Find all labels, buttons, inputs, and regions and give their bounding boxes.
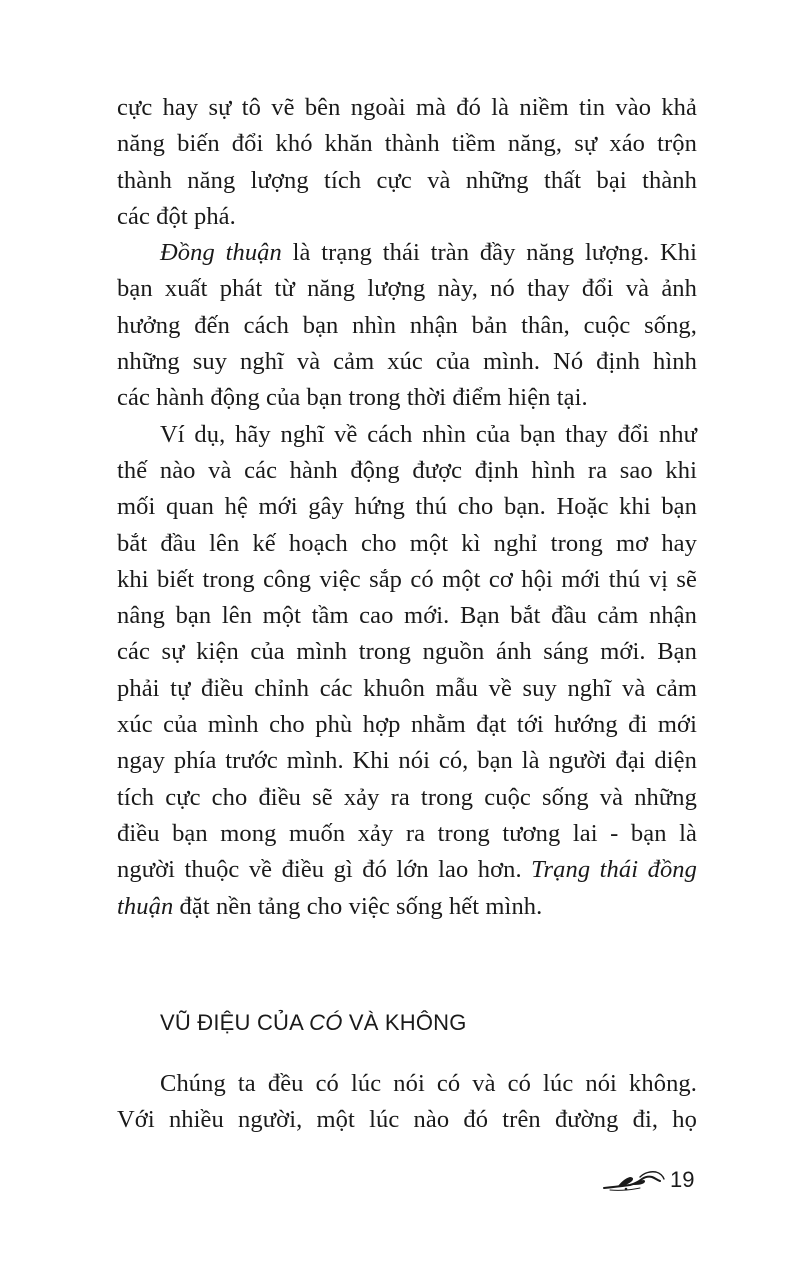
- page-footer: [600, 1166, 710, 1196]
- section-heading: [160, 1010, 467, 1036]
- heading-part: VŨ ĐIỆU CỦA: [160, 1010, 310, 1035]
- page-number: 19: [670, 1167, 695, 1192]
- emphasis-term: thuận: [117, 892, 174, 920]
- text-line: bắt đầu lên kế hoạch cho một kì nghỉ trong mơ hay: [117, 529, 697, 557]
- body-text-bottom: [117, 1066, 697, 1139]
- text-line: các sự kiện của mình trong nguồn ánh sáng mới. Bạn: [117, 638, 697, 666]
- text-line: [117, 235, 697, 271]
- text-line: năng biến đổi khó khăn thành tiềm năng, sự xáo trộn: [117, 130, 697, 158]
- text-run: người thuộc về điều gì đó lớn lao hơn.: [117, 856, 532, 884]
- text-line: Ví dụ, hãy nghĩ về cách nhìn của bạn thay đổi như: [160, 420, 697, 448]
- brush-ornament-icon: [600, 1168, 668, 1194]
- text-line: các đột phá.: [117, 202, 236, 230]
- text-line: [117, 889, 697, 925]
- text-line: thế nào và các hành động được định hình ra sao khi: [117, 456, 697, 484]
- text-run: là trạng thái tràn đầy năng lượng. Khi: [281, 239, 697, 267]
- text-line: khi biết trong công việc sắp có một cơ hội mới thú vị sẽ: [117, 565, 697, 593]
- body-text-top: [117, 90, 697, 925]
- text-line: những suy nghĩ và cảm xúc của mình. Nó định hình: [117, 348, 697, 376]
- emphasis-term: Đồng thuận: [160, 239, 282, 267]
- text-line: ngay phía trước mình. Khi nói có, bạn là người đại diện: [117, 747, 697, 775]
- text-line: thành năng lượng tích cực và những thất bại thành: [117, 166, 697, 194]
- text-line: mối quan hệ mới gây hứng thú cho bạn. Hoặc khi bạn: [117, 493, 697, 521]
- text-line: hưởng đến cách bạn nhìn nhận bản thân, cuộc sống,: [117, 311, 697, 339]
- text-line: bạn xuất phát từ năng lượng này, nó thay đổi và ảnh: [117, 275, 697, 303]
- text-line: [117, 852, 697, 888]
- text-line: điều bạn mong muốn xảy ra trong tương lai - bạn là: [117, 819, 697, 847]
- text-line: cực hay sự tô vẽ bên ngoài mà đó là niềm tin vào khả: [117, 94, 697, 121]
- text-line: phải tự điều chỉnh các khuôn mẫu về suy nghĩ và cảm: [117, 674, 697, 702]
- emphasis-term: Trạng thái đồng: [531, 856, 697, 884]
- text-line: Chúng ta đều có lúc nói có và có lúc nói không.: [160, 1070, 697, 1097]
- text-run: đặt nền tảng cho việc sống hết mình.: [173, 892, 543, 920]
- text-line: các hành động của bạn trong thời điểm hiện tại.: [117, 384, 588, 412]
- text-line: xúc của mình cho phù hợp nhằm đạt tới hướng đi mới: [117, 711, 697, 739]
- text-line: Với nhiều người, một lúc nào đó trên đường đi, họ: [117, 1106, 697, 1134]
- heading-emphasis: CÓ: [309, 1010, 343, 1035]
- text-line: nâng bạn lên một tầm cao mới. Bạn bắt đầu cảm nhận: [117, 602, 697, 630]
- text-line: tích cực cho điều sẽ xảy ra trong cuộc sống và những: [117, 783, 697, 811]
- heading-part: VÀ KHÔNG: [342, 1010, 467, 1035]
